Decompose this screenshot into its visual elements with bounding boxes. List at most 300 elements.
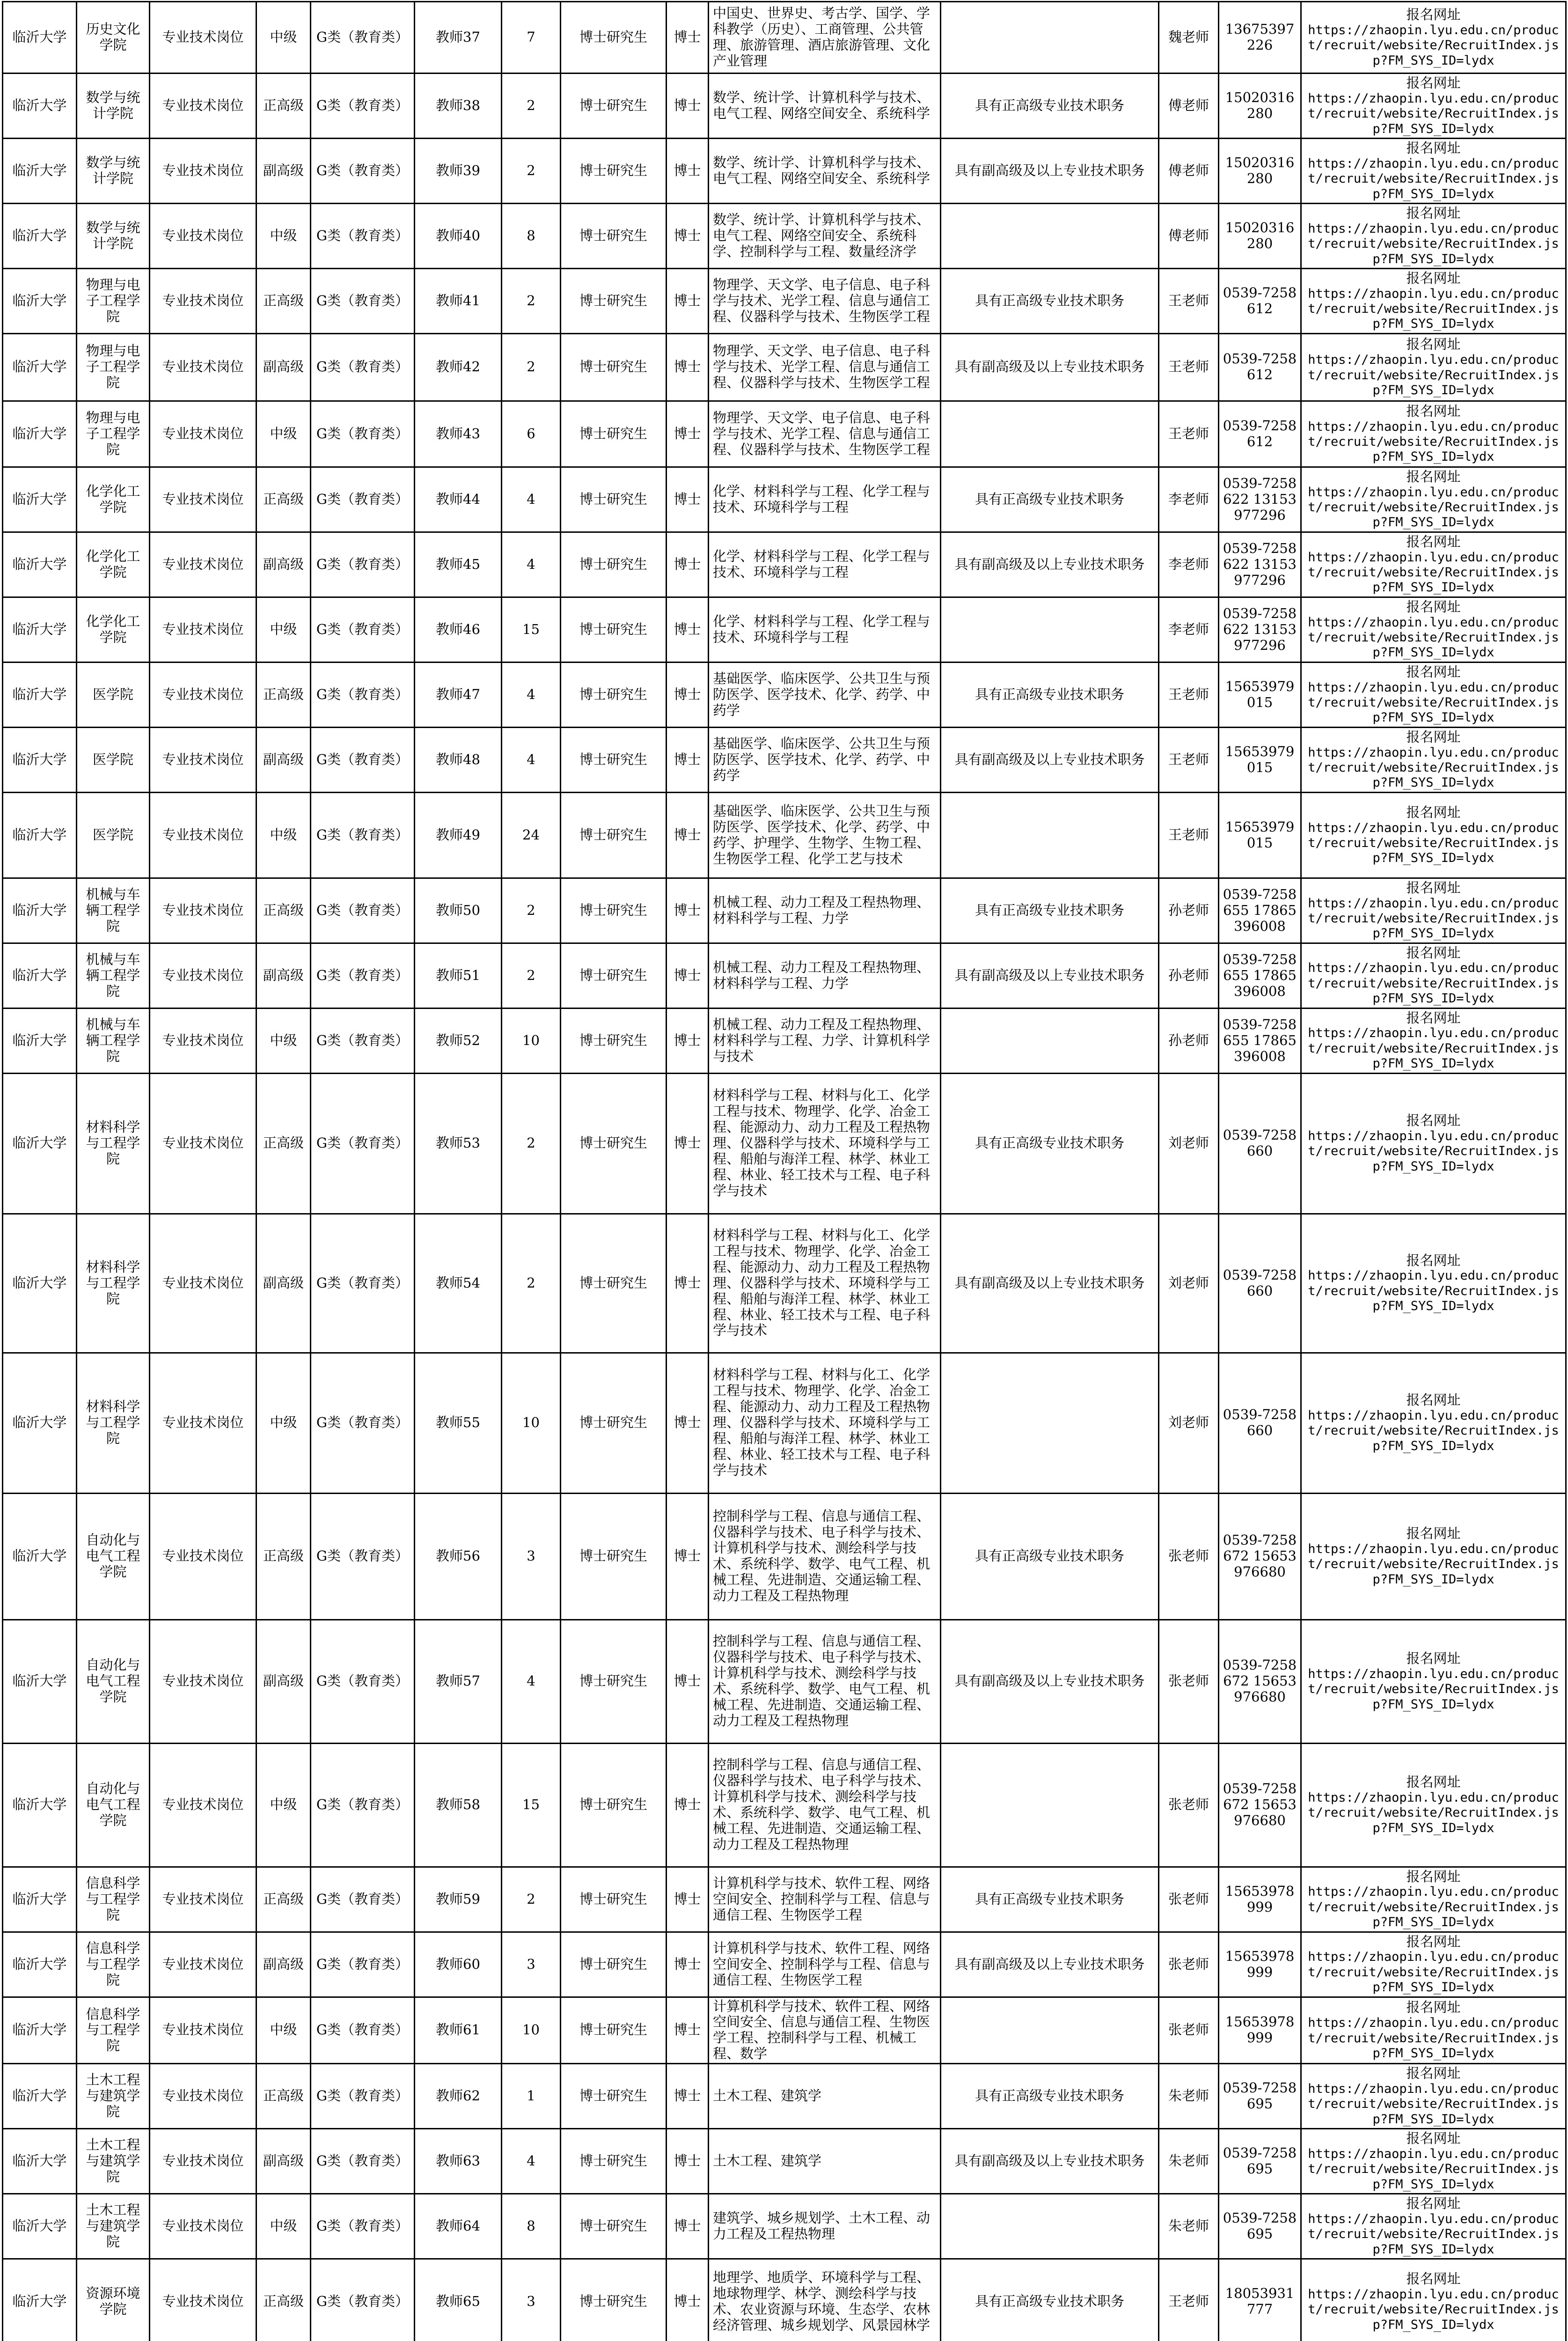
table-row [3, 2194, 1566, 2259]
signup-url-title: 报名网址 [1406, 1525, 1461, 1542]
major-cell: 控制科学与工程、信息与通信工程、仪器科学与技术、电子科学与技术、计算机科学与技术、测绘科学与技术、系统科学、数学、电气工程、机械工程、先进制造、交通运输工程、动力工程及工程热物理 [709, 1493, 941, 1620]
category-cell: G类（教育类） [311, 1932, 415, 1997]
education-cell: 博士研究生 [561, 1008, 667, 1073]
signup-url-cell[interactable] [1301, 727, 1566, 792]
contact-cell: 王老师 [1159, 268, 1219, 333]
post-type-cell: 专业技术岗位 [150, 401, 256, 467]
headcount-cell: 8 [502, 203, 561, 268]
signup-url-link[interactable]: https://zhaopin.lyu.edu.cn/product/recruit/website/RecruitIndex.jsp?FM_SYS_ID=lydx [1308, 2287, 1559, 2332]
degree-cell: 博士 [667, 2259, 709, 2341]
unit-cell: 临沂大学 [3, 727, 77, 792]
education-cell: 博士研究生 [561, 1214, 667, 1353]
unit-cell: 临沂大学 [3, 1743, 77, 1867]
contact-cell: 王老师 [1159, 2259, 1219, 2341]
signup-url-link[interactable]: https://zhaopin.lyu.edu.cn/product/recruit/website/RecruitIndex.jsp?FM_SYS_ID=lydx [1308, 91, 1559, 136]
signup-url-cell[interactable] [1301, 1932, 1566, 1997]
department-cell: 自动化与电气工程学院 [77, 1620, 150, 1743]
signup-url-link[interactable]: https://zhaopin.lyu.edu.cn/product/recruit/website/RecruitIndex.jsp?FM_SYS_ID=lydx [1308, 820, 1559, 866]
degree-cell: 博士 [667, 2129, 709, 2194]
major-cell: 数学、统计学、计算机科学与技术、电气工程、网络空间安全、系统科学 [709, 138, 941, 203]
major-cell: 化学、材料科学与工程、化学工程与技术、环境科学与工程 [709, 532, 941, 597]
department-cell: 物理与电子工程学院 [77, 268, 150, 333]
post-code-cell: 教师43 [415, 401, 502, 467]
degree-cell: 博士 [667, 727, 709, 792]
major-cell: 计算机科学与技术、软件工程、网络空间安全、控制科学与工程、信息与通信工程、生物医学工程 [709, 1867, 941, 1932]
post-type-cell: 专业技术岗位 [150, 1214, 256, 1353]
level-cell: 中级 [256, 1743, 311, 1867]
phone-cell: 0539-7258672 15653976680 [1219, 1493, 1301, 1620]
table-row [3, 268, 1566, 333]
signup-url-link[interactable]: https://zhaopin.lyu.edu.cn/product/recruit/website/RecruitIndex.jsp?FM_SYS_ID=lydx [1308, 1268, 1559, 1314]
level-cell: 副高级 [256, 943, 311, 1008]
table-row [3, 1932, 1566, 1997]
signup-url-cell[interactable] [1301, 1073, 1566, 1214]
contact-cell: 魏老师 [1159, 2, 1219, 74]
signup-url-cell[interactable] [1301, 1743, 1566, 1867]
post-type-cell: 专业技术岗位 [150, 2, 256, 74]
post-type-cell: 专业技术岗位 [150, 1867, 256, 1932]
level-cell: 副高级 [256, 333, 311, 401]
phone-cell: 0539-7258655 17865396008 [1219, 878, 1301, 943]
category-cell: G类（教育类） [311, 1214, 415, 1353]
table-row [3, 1997, 1566, 2064]
education-cell: 博士研究生 [561, 401, 667, 467]
phone-cell: 0539-7258655 17865396008 [1219, 943, 1301, 1008]
requirement-cell: 具有副高级及以上专业技术职务 [941, 532, 1159, 597]
signup-url-link[interactable]: https://zhaopin.lyu.edu.cn/product/recruit/website/RecruitIndex.jsp?FM_SYS_ID=lydx [1308, 896, 1559, 941]
phone-cell: 0539-7258660 [1219, 1214, 1301, 1353]
signup-url-title: 报名网址 [1406, 598, 1461, 615]
signup-url-title: 报名网址 [1406, 1933, 1461, 1950]
headcount-cell: 2 [502, 1073, 561, 1214]
department-cell: 材料科学与工程学院 [77, 1214, 150, 1353]
requirement-cell: 具有正高级专业技术职务 [941, 1493, 1159, 1620]
department-cell: 医学院 [77, 727, 150, 792]
signup-url-link[interactable]: https://zhaopin.lyu.edu.cn/product/recruit/website/RecruitIndex.jsp?FM_SYS_ID=lydx [1308, 961, 1559, 1006]
requirement-cell: 具有正高级专业技术职务 [941, 1073, 1159, 1214]
signup-url-link[interactable]: https://zhaopin.lyu.edu.cn/product/recruit/website/RecruitIndex.jsp?FM_SYS_ID=lydx [1308, 1790, 1559, 1835]
signup-url-title: 报名网址 [1406, 1112, 1461, 1129]
signup-url-title: 报名网址 [1406, 2130, 1461, 2147]
headcount-cell: 10 [502, 1353, 561, 1493]
signup-url-cell[interactable] [1301, 2064, 1566, 2129]
headcount-cell: 10 [502, 1997, 561, 2064]
table-row [3, 878, 1566, 943]
signup-url-link[interactable]: https://zhaopin.lyu.edu.cn/product/recruit/website/RecruitIndex.jsp?FM_SYS_ID=lydx [1308, 550, 1559, 595]
unit-cell: 临沂大学 [3, 138, 77, 203]
signup-url-link[interactable]: https://zhaopin.lyu.edu.cn/product/recruit/website/RecruitIndex.jsp?FM_SYS_ID=lydx [1308, 485, 1559, 530]
department-cell: 机械与车辆工程学院 [77, 943, 150, 1008]
post-type-cell: 专业技术岗位 [150, 1073, 256, 1214]
level-cell: 中级 [256, 2, 311, 74]
signup-url-cell[interactable] [1301, 2, 1566, 74]
category-cell: G类（教育类） [311, 1867, 415, 1932]
education-cell: 博士研究生 [561, 2259, 667, 2341]
headcount-cell: 15 [502, 1743, 561, 1867]
signup-url-link[interactable]: https://zhaopin.lyu.edu.cn/product/recruit/website/RecruitIndex.jsp?FM_SYS_ID=lydx [1308, 2147, 1559, 2192]
degree-cell: 博士 [667, 597, 709, 662]
signup-url-link[interactable]: https://zhaopin.lyu.edu.cn/product/recruit/website/RecruitIndex.jsp?FM_SYS_ID=lydx [1308, 1026, 1559, 1071]
degree-cell: 博士 [667, 1867, 709, 1932]
signup-url-cell[interactable] [1301, 1353, 1566, 1493]
degree-cell: 博士 [667, 467, 709, 532]
level-cell: 中级 [256, 1353, 311, 1493]
signup-url-title: 报名网址 [1406, 75, 1461, 91]
major-cell: 控制科学与工程、信息与通信工程、仪器科学与技术、电子科学与技术、计算机科学与技术、测绘科学与技术、系统科学、数学、电气工程、机械工程、先进制造、交通运输工程、动力工程及工程热物理 [709, 1743, 941, 1867]
degree-cell: 博士 [667, 268, 709, 333]
category-cell: G类（教育类） [311, 138, 415, 203]
unit-cell: 临沂大学 [3, 1073, 77, 1214]
signup-url-cell[interactable] [1301, 401, 1566, 467]
headcount-cell: 4 [502, 727, 561, 792]
table-row [3, 1743, 1566, 1867]
level-cell: 副高级 [256, 1620, 311, 1743]
unit-cell: 临沂大学 [3, 1997, 77, 2064]
contact-cell: 王老师 [1159, 662, 1219, 727]
table-row [3, 532, 1566, 597]
signup-url-cell[interactable] [1301, 268, 1566, 333]
signup-url-cell[interactable] [1301, 467, 1566, 532]
major-cell: 中国史、世界史、考古学、国学、学科教学（历史）、工商管理、公共管理、旅游管理、酒店旅游管理、文化产业管理 [709, 2, 941, 74]
department-cell: 物理与电子工程学院 [77, 401, 150, 467]
department-cell: 历史文化学院 [77, 2, 150, 74]
post-code-cell: 教师40 [415, 203, 502, 268]
unit-cell: 临沂大学 [3, 1493, 77, 1620]
post-code-cell: 教师46 [415, 597, 502, 662]
requirement-cell [941, 1743, 1159, 1867]
post-code-cell: 教师60 [415, 1932, 502, 1997]
contact-cell: 张老师 [1159, 1867, 1219, 1932]
phone-cell: 0539-7258660 [1219, 1353, 1301, 1493]
contact-cell: 张老师 [1159, 1493, 1219, 1620]
contact-cell: 王老师 [1159, 333, 1219, 401]
phone-cell: 0539-7258612 [1219, 333, 1301, 401]
headcount-cell: 4 [502, 467, 561, 532]
degree-cell: 博士 [667, 74, 709, 139]
unit-cell: 临沂大学 [3, 333, 77, 401]
major-cell: 机械工程、动力工程及工程热物理、材料科学与工程、力学、计算机科学与技术 [709, 1008, 941, 1073]
major-cell: 化学、材料科学与工程、化学工程与技术、环境科学与工程 [709, 467, 941, 532]
post-type-cell: 专业技术岗位 [150, 467, 256, 532]
contact-cell: 王老师 [1159, 401, 1219, 467]
unit-cell: 临沂大学 [3, 943, 77, 1008]
major-cell: 基础医学、临床医学、公共卫生与预防医学、医学技术、化学、药学、中药学、护理学、生物学、生物工程、生物医学工程、化学工艺与技术 [709, 792, 941, 878]
post-type-cell: 专业技术岗位 [150, 138, 256, 203]
contact-cell: 傅老师 [1159, 74, 1219, 139]
table-row [3, 1214, 1566, 1353]
requirement-cell [941, 792, 1159, 878]
department-cell: 机械与车辆工程学院 [77, 878, 150, 943]
signup-url-cell[interactable] [1301, 2129, 1566, 2194]
signup-url-title: 报名网址 [1406, 7, 1461, 23]
signup-url-cell[interactable] [1301, 792, 1566, 878]
signup-url-cell[interactable] [1301, 662, 1566, 727]
signup-url-link[interactable]: https://zhaopin.lyu.edu.cn/product/recruit/website/RecruitIndex.jsp?FM_SYS_ID=lydx [1308, 221, 1559, 266]
signup-url-title: 报名网址 [1406, 270, 1461, 286]
signup-url-link[interactable]: https://zhaopin.lyu.edu.cn/product/recruit/website/RecruitIndex.jsp?FM_SYS_ID=lydx [1308, 353, 1559, 398]
signup-url-link[interactable]: https://zhaopin.lyu.edu.cn/product/recruit/website/RecruitIndex.jsp?FM_SYS_ID=lydx [1308, 286, 1559, 331]
level-cell: 副高级 [256, 532, 311, 597]
signup-url-link[interactable]: https://zhaopin.lyu.edu.cn/product/recruit/website/RecruitIndex.jsp?FM_SYS_ID=lydx [1308, 745, 1559, 790]
degree-cell: 博士 [667, 2064, 709, 2129]
post-type-cell: 专业技术岗位 [150, 792, 256, 878]
signup-url-cell[interactable] [1301, 2259, 1566, 2341]
post-code-cell: 教师41 [415, 268, 502, 333]
signup-url-link[interactable]: https://zhaopin.lyu.edu.cn/product/recruit/website/RecruitIndex.jsp?FM_SYS_ID=lydx [1308, 1885, 1559, 1930]
headcount-cell: 3 [502, 2259, 561, 2341]
requirement-cell [941, 597, 1159, 662]
contact-cell: 朱老师 [1159, 2194, 1219, 2259]
department-cell: 资源环境学院 [77, 2259, 150, 2341]
signup-url-link[interactable]: https://zhaopin.lyu.edu.cn/product/recruit/website/RecruitIndex.jsp?FM_SYS_ID=lydx [1308, 1128, 1559, 1174]
requirement-cell: 具有正高级专业技术职务 [941, 878, 1159, 943]
post-type-cell: 专业技术岗位 [150, 1997, 256, 2064]
category-cell: G类（教育类） [311, 1743, 415, 1867]
requirement-cell [941, 1353, 1159, 1493]
major-cell: 计算机科学与技术、软件工程、网络空间安全、信息与通信工程、生物医学工程、控制科学与工程、机械工程、数学 [709, 1997, 941, 2064]
category-cell: G类（教育类） [311, 1073, 415, 1214]
signup-url-title: 报名网址 [1406, 403, 1461, 419]
phone-cell: 0539-7258612 [1219, 401, 1301, 467]
signup-url-cell[interactable] [1301, 203, 1566, 268]
unit-cell: 临沂大学 [3, 2, 77, 74]
post-type-cell: 专业技术岗位 [150, 333, 256, 401]
degree-cell: 博士 [667, 878, 709, 943]
degree-cell: 博士 [667, 1932, 709, 1997]
phone-cell: 0539-7258660 [1219, 1073, 1301, 1214]
category-cell: G类（教育类） [311, 597, 415, 662]
degree-cell: 博士 [667, 1493, 709, 1620]
category-cell: G类（教育类） [311, 333, 415, 401]
phone-cell: 0539-7258672 15653976680 [1219, 1743, 1301, 1867]
requirement-cell: 具有正高级专业技术职务 [941, 662, 1159, 727]
unit-cell: 临沂大学 [3, 1620, 77, 1743]
education-cell: 博士研究生 [561, 1932, 667, 1997]
education-cell: 博士研究生 [561, 74, 667, 139]
unit-cell: 临沂大学 [3, 2064, 77, 2129]
requirement-cell: 具有正高级专业技术职务 [941, 1867, 1159, 1932]
table-row [3, 1073, 1566, 1214]
post-code-cell: 教师65 [415, 2259, 502, 2341]
post-type-cell: 专业技术岗位 [150, 1493, 256, 1620]
table-row [3, 203, 1566, 268]
phone-cell: 0539-7258612 [1219, 268, 1301, 333]
signup-url-link[interactable]: https://zhaopin.lyu.edu.cn/product/recruit/website/RecruitIndex.jsp?FM_SYS_ID=lydx [1308, 1950, 1559, 1995]
level-cell: 正高级 [256, 1493, 311, 1620]
post-code-cell: 教师59 [415, 1867, 502, 1932]
requirement-cell [941, 1008, 1159, 1073]
headcount-cell: 24 [502, 792, 561, 878]
contact-cell: 王老师 [1159, 792, 1219, 878]
signup-url-cell[interactable] [1301, 74, 1566, 139]
department-cell: 材料科学与工程学院 [77, 1353, 150, 1493]
department-cell: 物理与电子工程学院 [77, 333, 150, 401]
signup-url-title: 报名网址 [1406, 1252, 1461, 1268]
level-cell: 中级 [256, 203, 311, 268]
signup-url-cell[interactable] [1301, 1997, 1566, 2064]
phone-cell: 15653979015 [1219, 727, 1301, 792]
signup-url-cell[interactable] [1301, 943, 1566, 1008]
signup-url-cell[interactable] [1301, 1493, 1566, 1620]
signup-url-link[interactable]: https://zhaopin.lyu.edu.cn/product/recruit/website/RecruitIndex.jsp?FM_SYS_ID=lydx [1308, 2082, 1559, 2127]
signup-url-title: 报名网址 [1406, 729, 1461, 745]
degree-cell: 博士 [667, 1620, 709, 1743]
major-cell: 控制科学与工程、信息与通信工程、仪器科学与技术、电子科学与技术、计算机科学与技术、测绘科学与技术、系统科学、数学、电气工程、机械工程、先进制造、交通运输工程、动力工程及工程热物理 [709, 1620, 941, 1743]
contact-cell: 刘老师 [1159, 1353, 1219, 1493]
post-type-cell: 专业技术岗位 [150, 1620, 256, 1743]
signup-url-title: 报名网址 [1406, 804, 1461, 820]
level-cell: 正高级 [256, 1867, 311, 1932]
signup-url-title: 报名网址 [1406, 205, 1461, 221]
signup-url-link[interactable]: https://zhaopin.lyu.edu.cn/product/recruit/website/RecruitIndex.jsp?FM_SYS_ID=lydx [1308, 156, 1559, 201]
education-cell: 博士研究生 [561, 727, 667, 792]
post-type-cell: 专业技术岗位 [150, 2064, 256, 2129]
major-cell: 机械工程、动力工程及工程热物理、材料科学与工程、力学 [709, 943, 941, 1008]
signup-url-cell[interactable] [1301, 597, 1566, 662]
requirement-cell [941, 2194, 1159, 2259]
post-code-cell: 教师62 [415, 2064, 502, 2129]
headcount-cell: 4 [502, 532, 561, 597]
major-cell: 物理学、天文学、电子信息、电子科学与技术、光学工程、信息与通信工程、仪器科学与技术、生物医学工程 [709, 401, 941, 467]
education-cell: 博士研究生 [561, 532, 667, 597]
contact-cell: 张老师 [1159, 1932, 1219, 1997]
requirement-cell: 具有副高级及以上专业技术职务 [941, 727, 1159, 792]
post-type-cell: 专业技术岗位 [150, 878, 256, 943]
category-cell: G类（教育类） [311, 2129, 415, 2194]
education-cell: 博士研究生 [561, 662, 667, 727]
category-cell: G类（教育类） [311, 2194, 415, 2259]
post-code-cell: 教师63 [415, 2129, 502, 2194]
category-cell: G类（教育类） [311, 662, 415, 727]
degree-cell: 博士 [667, 662, 709, 727]
major-cell: 土木工程、建筑学 [709, 2129, 941, 2194]
post-code-cell: 教师38 [415, 74, 502, 139]
requirement-cell: 具有正高级专业技术职务 [941, 268, 1159, 333]
major-cell: 土木工程、建筑学 [709, 2064, 941, 2129]
headcount-cell: 4 [502, 1620, 561, 1743]
signup-url-link[interactable]: https://zhaopin.lyu.edu.cn/product/recruit/website/RecruitIndex.jsp?FM_SYS_ID=lydx [1308, 1408, 1559, 1453]
contact-cell: 孙老师 [1159, 1008, 1219, 1073]
phone-cell: 0539-7258655 17865396008 [1219, 1008, 1301, 1073]
post-code-cell: 教师42 [415, 333, 502, 401]
department-cell: 土木工程与建筑学院 [77, 2064, 150, 2129]
headcount-cell: 2 [502, 138, 561, 203]
post-code-cell: 教师58 [415, 1743, 502, 1867]
phone-cell: 15653978999 [1219, 1997, 1301, 2064]
signup-url-cell[interactable] [1301, 878, 1566, 943]
signup-url-link[interactable]: https://zhaopin.lyu.edu.cn/product/recruit/website/RecruitIndex.jsp?FM_SYS_ID=lydx [1308, 419, 1559, 464]
signup-url-cell[interactable] [1301, 1214, 1566, 1353]
post-type-cell: 专业技术岗位 [150, 2129, 256, 2194]
education-cell: 博士研究生 [561, 2064, 667, 2129]
post-type-cell: 专业技术岗位 [150, 268, 256, 333]
unit-cell: 临沂大学 [3, 2259, 77, 2341]
department-cell: 土木工程与建筑学院 [77, 2129, 150, 2194]
degree-cell: 博士 [667, 1997, 709, 2064]
level-cell: 正高级 [256, 467, 311, 532]
signup-url-link[interactable]: https://zhaopin.lyu.edu.cn/product/recruit/website/RecruitIndex.jsp?FM_SYS_ID=lydx [1308, 2016, 1559, 2061]
category-cell: G类（教育类） [311, 2064, 415, 2129]
post-code-cell: 教师61 [415, 1997, 502, 2064]
level-cell: 副高级 [256, 1214, 311, 1353]
signup-url-link[interactable]: https://zhaopin.lyu.edu.cn/product/recruit/website/RecruitIndex.jsp?FM_SYS_ID=lydx [1308, 615, 1559, 660]
signup-url-title: 报名网址 [1406, 336, 1461, 353]
education-cell: 博士研究生 [561, 943, 667, 1008]
signup-url-link[interactable]: https://zhaopin.lyu.edu.cn/product/recruit/website/RecruitIndex.jsp?FM_SYS_ID=lydx [1308, 1541, 1559, 1587]
table-row [3, 597, 1566, 662]
signup-url-link[interactable]: https://zhaopin.lyu.edu.cn/product/recruit/website/RecruitIndex.jsp?FM_SYS_ID=lydx [1308, 1666, 1559, 1712]
category-cell: G类（教育类） [311, 943, 415, 1008]
degree-cell: 博士 [667, 138, 709, 203]
table-row [3, 943, 1566, 1008]
table-row [3, 74, 1566, 139]
unit-cell: 临沂大学 [3, 1867, 77, 1932]
requirement-cell: 具有副高级及以上专业技术职务 [941, 138, 1159, 203]
post-code-cell: 教师48 [415, 727, 502, 792]
post-type-cell: 专业技术岗位 [150, 1932, 256, 1997]
unit-cell: 临沂大学 [3, 1932, 77, 1997]
level-cell: 中级 [256, 1997, 311, 2064]
degree-cell: 博士 [667, 943, 709, 1008]
headcount-cell: 8 [502, 2194, 561, 2259]
phone-cell: 0539-7258622 13153977296 [1219, 467, 1301, 532]
level-cell: 正高级 [256, 878, 311, 943]
requirement-cell: 具有副高级及以上专业技术职务 [941, 333, 1159, 401]
level-cell: 正高级 [256, 1073, 311, 1214]
signup-url-title: 报名网址 [1406, 1650, 1461, 1667]
major-cell: 机械工程、动力工程及工程热物理、材料科学与工程、力学 [709, 878, 941, 943]
signup-url-cell[interactable] [1301, 2194, 1566, 2259]
education-cell: 博士研究生 [561, 467, 667, 532]
signup-url-link[interactable]: https://zhaopin.lyu.edu.cn/product/recruit/website/RecruitIndex.jsp?FM_SYS_ID=lydx [1308, 22, 1559, 68]
post-type-cell: 专业技术岗位 [150, 597, 256, 662]
post-type-cell: 专业技术岗位 [150, 662, 256, 727]
signup-url-cell[interactable] [1301, 532, 1566, 597]
requirement-cell: 具有正高级专业技术职务 [941, 74, 1159, 139]
requirement-cell: 具有正高级专业技术职务 [941, 2064, 1159, 2129]
unit-cell: 临沂大学 [3, 1008, 77, 1073]
signup-url-cell[interactable] [1301, 1867, 1566, 1932]
table-row [3, 401, 1566, 467]
table-row [3, 2259, 1566, 2341]
requirement-cell [941, 203, 1159, 268]
signup-url-title: 报名网址 [1406, 1392, 1461, 1408]
signup-url-link[interactable]: https://zhaopin.lyu.edu.cn/product/recruit/website/RecruitIndex.jsp?FM_SYS_ID=lydx [1308, 680, 1559, 725]
table-row [3, 1620, 1566, 1743]
headcount-cell: 4 [502, 662, 561, 727]
headcount-cell: 2 [502, 333, 561, 401]
signup-url-title: 报名网址 [1406, 468, 1461, 485]
post-code-cell: 教师64 [415, 2194, 502, 2259]
major-cell: 地理学、地质学、环境科学与工程、地球物理学、林学、测绘科学与技术、农业资源与环境、生态学、农林经济管理、城乡规划学、风景园林学 [709, 2259, 941, 2341]
post-code-cell: 教师37 [415, 2, 502, 74]
signup-url-cell[interactable] [1301, 1620, 1566, 1743]
degree-cell: 博士 [667, 792, 709, 878]
headcount-cell: 2 [502, 1214, 561, 1353]
headcount-cell: 15 [502, 597, 561, 662]
signup-url-cell[interactable] [1301, 333, 1566, 401]
headcount-cell: 2 [502, 268, 561, 333]
signup-url-title: 报名网址 [1406, 533, 1461, 550]
signup-url-cell[interactable] [1301, 138, 1566, 203]
department-cell: 化学化工学院 [77, 532, 150, 597]
level-cell: 副高级 [256, 2129, 311, 2194]
major-cell: 化学、材料科学与工程、化学工程与技术、环境科学与工程 [709, 597, 941, 662]
category-cell: G类（教育类） [311, 792, 415, 878]
unit-cell: 临沂大学 [3, 792, 77, 878]
signup-url-cell[interactable] [1301, 1008, 1566, 1073]
signup-url-link[interactable]: https://zhaopin.lyu.edu.cn/product/recruit/website/RecruitIndex.jsp?FM_SYS_ID=lydx [1308, 2211, 1559, 2257]
